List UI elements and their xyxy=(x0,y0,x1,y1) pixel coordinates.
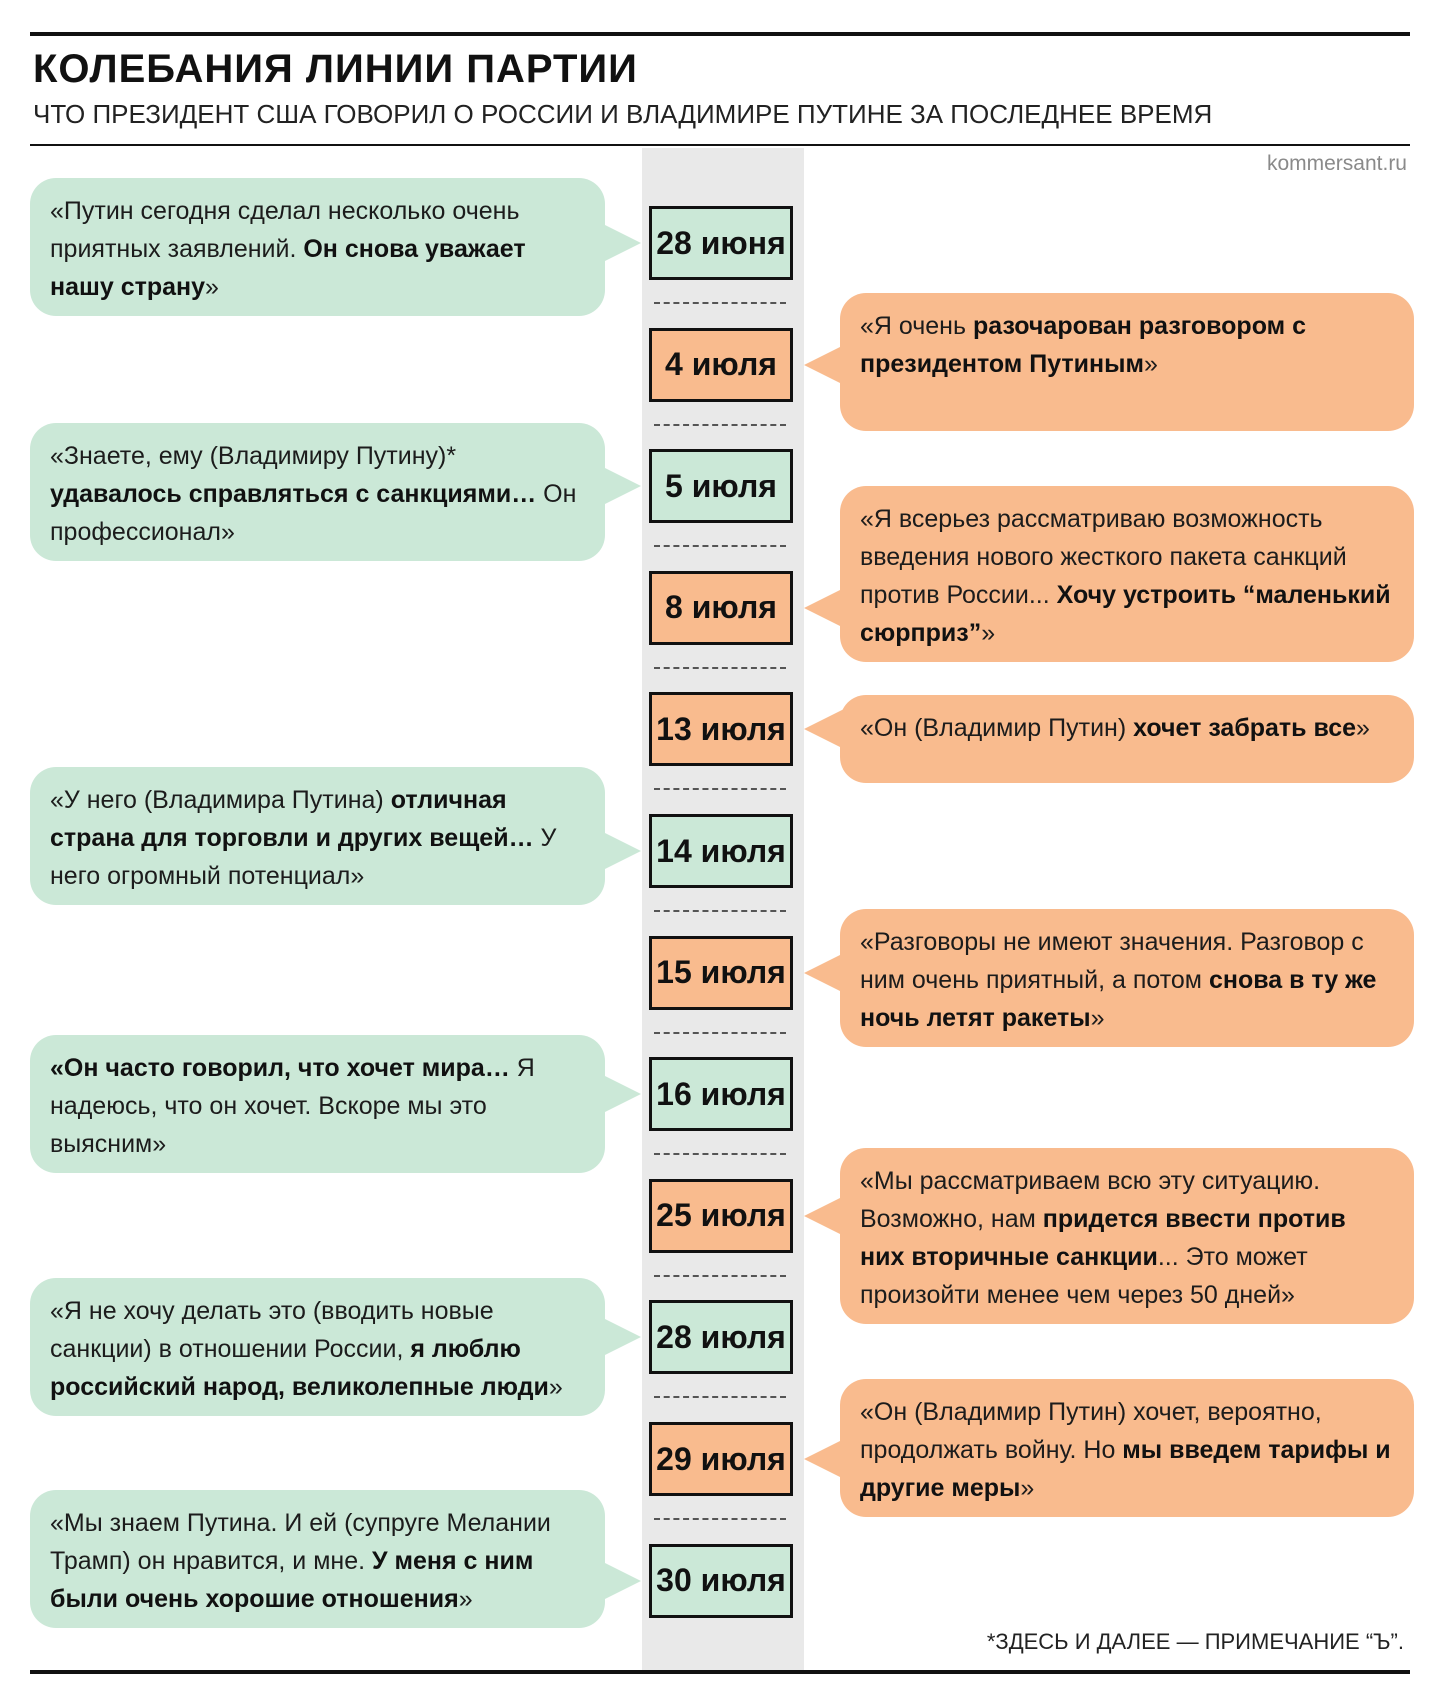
quote-text: » xyxy=(1090,1004,1105,1032)
quote-text: «Мы знаем Путина. И ей (супруге Мелании Трамп) он нравится, и мне. xyxy=(50,1509,551,1575)
quote-bubble xyxy=(840,695,1414,783)
date-label: 5 июля xyxy=(649,449,793,523)
quote-text: «Путин сегодня сделал несколько очень приятных заявлений. xyxy=(50,197,520,263)
quote-bubble xyxy=(840,909,1414,1047)
date-divider xyxy=(654,1518,786,1520)
quote-text: » xyxy=(981,619,996,647)
quote-emphasis: придется ввести против них вторичные санкции xyxy=(860,1205,1346,1271)
date-label: 30 июля xyxy=(649,1544,793,1618)
quote-emphasis: У меня с ним были очень хорошие отношения xyxy=(50,1547,534,1613)
quote-text: «Я всерьез рассматриваю возможность введения нового жесткого пакета санкций против России... xyxy=(860,505,1347,609)
quote-text: «Разговоры не имеют значения. Разговор с ним очень приятный, а потом xyxy=(860,928,1364,994)
quote-text: » xyxy=(548,1373,563,1401)
quote-text: Я надеюсь, что он хочет. Вскоре мы это выясним» xyxy=(50,1054,535,1158)
quote-bubble xyxy=(840,293,1414,431)
date-label: 28 июля xyxy=(649,1300,793,1374)
date-label: 13 июля xyxy=(649,692,793,766)
quote-bubble xyxy=(30,1490,605,1628)
date-divider xyxy=(654,788,786,790)
quote-bubble xyxy=(30,1278,605,1416)
quote-emphasis: я люблю российский народ, великолепные люди xyxy=(50,1335,549,1401)
quote-text: «Он (Владимир Путин) хочет, вероятно, продолжать войну. Но xyxy=(860,1398,1322,1464)
quote-emphasis: снова в ту же ночь летят ракеты xyxy=(860,966,1377,1032)
footnote: *ЗДЕСЬ И ДАЛЕЕ — ПРИМЕЧАНИЕ “Ъ”. xyxy=(986,1629,1404,1654)
quote-text: «У него (Владимира Путина) xyxy=(50,786,391,814)
date-divider xyxy=(654,545,786,547)
date-divider xyxy=(654,667,786,669)
quote-text: » xyxy=(458,1585,473,1613)
quote-text: «Я очень xyxy=(860,312,973,340)
quote-text: » xyxy=(1143,350,1158,378)
bottom-rule xyxy=(30,1670,1410,1674)
date-label: 14 июля xyxy=(649,814,793,888)
date-label: 28 июня xyxy=(649,206,793,280)
header-rule xyxy=(30,144,1410,146)
date-divider xyxy=(654,302,786,304)
date-label: 25 июля xyxy=(649,1179,793,1253)
quote-bubble xyxy=(30,178,605,316)
quote-text: У него огромный потенциал» xyxy=(50,824,557,890)
date-divider xyxy=(654,910,786,912)
quote-text: » xyxy=(1356,714,1370,742)
quote-text: » xyxy=(205,273,219,301)
quote-text: «Мы рассматриваем всю эту ситуацию. Возможно, нам xyxy=(860,1167,1321,1233)
quote-emphasis: Он снова уважает нашу страну xyxy=(50,235,526,301)
quote-bubble xyxy=(30,423,605,561)
quote-emphasis: «Он часто говорил, что хочет мира… xyxy=(50,1054,510,1082)
date-divider xyxy=(654,1032,786,1034)
quote-bubble xyxy=(30,1035,605,1173)
date-divider xyxy=(654,1153,786,1155)
quote-text: ... Это может произойти менее чем через 50 дней» xyxy=(860,1243,1308,1309)
top-rule xyxy=(30,32,1410,36)
quote-text: Он профессионал» xyxy=(50,480,577,546)
quote-text: » xyxy=(1020,1474,1035,1502)
date-divider xyxy=(654,1396,786,1398)
quote-emphasis: удавалось справляться с санкциями… xyxy=(50,480,537,508)
date-label: 8 июля xyxy=(649,571,793,645)
quote-emphasis: разочарован разговором с президентом Путиным xyxy=(860,312,1306,378)
quote-bubble xyxy=(840,1148,1414,1324)
quote-text: «Знаете, ему (Владимиру Путину)* xyxy=(50,442,457,470)
date-label: 4 июля xyxy=(649,328,793,402)
date-label: 16 июля xyxy=(649,1057,793,1131)
quote-emphasis: хочет забрать все xyxy=(1133,714,1357,742)
quote-text: «Я не хочу делать это (вводить новые санкции) в отношении России, xyxy=(50,1297,494,1363)
quote-emphasis: мы введем тарифы и другие меры xyxy=(860,1436,1391,1502)
quote-emphasis: отличная страна для торговли и других вещей… xyxy=(50,786,534,852)
date-label: 15 июля xyxy=(649,936,793,1010)
date-divider xyxy=(654,1275,786,1277)
date-divider xyxy=(654,424,786,426)
quote-bubble xyxy=(840,486,1414,662)
quote-bubble xyxy=(840,1379,1414,1517)
infographic-subtitle: ЧТО ПРЕЗИДЕНТ США ГОВОРИЛ О РОССИИ И ВЛАДИМИРЕ ПУТИНЕ ЗА ПОСЛЕДНЕЕ ВРЕМЯ xyxy=(33,99,1213,129)
quote-bubble xyxy=(30,767,605,905)
quote-text: «Он (Владимир Путин) xyxy=(860,714,1134,742)
source-credit: kommersant.ru xyxy=(1266,152,1407,175)
date-label: 29 июля xyxy=(649,1422,793,1496)
infographic-title: КОЛЕБАНИЯ ЛИНИИ ПАРТИИ xyxy=(33,47,638,91)
quote-emphasis: Хочу устроить “маленький сюрприз” xyxy=(860,581,1391,647)
